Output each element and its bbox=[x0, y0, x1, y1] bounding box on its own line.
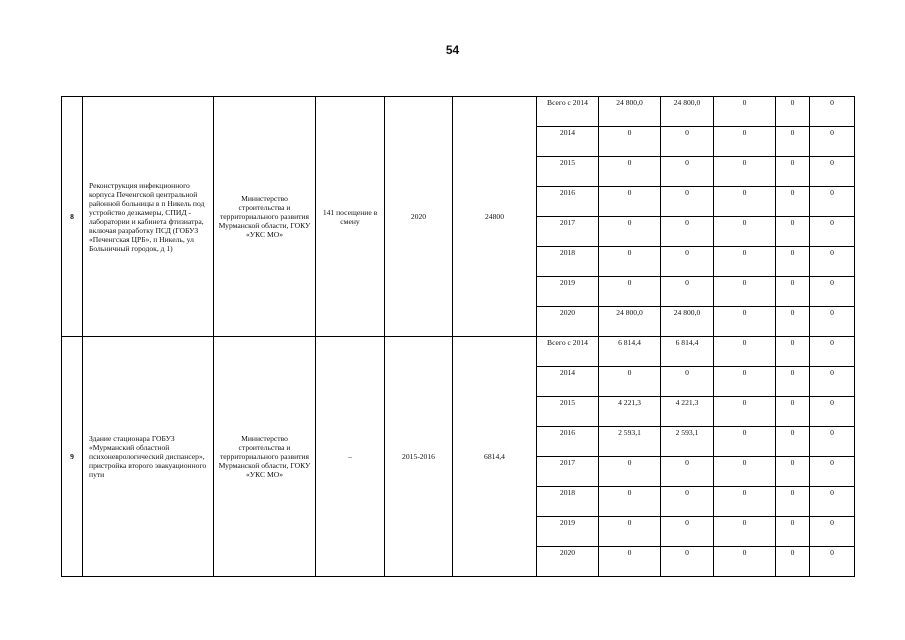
value-cell: 24 800,0 bbox=[661, 307, 714, 337]
value-cell: 24 800,0 bbox=[599, 307, 661, 337]
value-cell: 0 bbox=[714, 307, 776, 337]
year-cell: 2019 bbox=[537, 517, 599, 547]
value-cell: 0 bbox=[776, 427, 810, 457]
period-cell: 2020 bbox=[385, 97, 453, 337]
value-cell: 0 bbox=[714, 217, 776, 247]
value-cell: 0 bbox=[714, 457, 776, 487]
value-cell: 0 bbox=[810, 517, 855, 547]
cost-cell: 24800 bbox=[453, 97, 537, 337]
value-cell: 0 bbox=[599, 487, 661, 517]
value-cell: 0 bbox=[810, 547, 855, 577]
value-cell: 0 bbox=[714, 277, 776, 307]
year-cell: 2017 bbox=[537, 457, 599, 487]
value-cell: 0 bbox=[810, 247, 855, 277]
value-cell: 0 bbox=[714, 187, 776, 217]
value-cell: 0 bbox=[661, 457, 714, 487]
value-cell: 0 bbox=[810, 457, 855, 487]
value-cell: 0 bbox=[776, 487, 810, 517]
value-cell: 0 bbox=[776, 547, 810, 577]
value-cell: 0 bbox=[714, 487, 776, 517]
value-cell: 0 bbox=[776, 397, 810, 427]
value-cell: 0 bbox=[599, 517, 661, 547]
value-cell: 0 bbox=[599, 217, 661, 247]
value-cell: 0 bbox=[714, 337, 776, 367]
value-cell: 0 bbox=[810, 187, 855, 217]
customer-cell: Министерство строительства и территориального развития Мурманской области, ГОКУ «УКС МО» bbox=[214, 97, 316, 337]
year-cell: 2015 bbox=[537, 397, 599, 427]
row-number: 9 bbox=[62, 337, 83, 577]
value-cell: 0 bbox=[714, 427, 776, 457]
value-cell: 0 bbox=[599, 277, 661, 307]
value-cell: 0 bbox=[599, 187, 661, 217]
table-body bbox=[62, 97, 855, 577]
value-cell: 0 bbox=[661, 547, 714, 577]
cost-cell: 6814,4 bbox=[453, 337, 537, 577]
object-name: Реконструкция инфекционного корпуса Печенгской центральной районной больницы в п Никель под устройство дезкамеры, СПИД - лаборатории и кабинета фтизиатра, включая разработку ПСД (ГОБУЗ «Печенгская ЦРБ», п Никель, ул Больничный городок, д 1) bbox=[83, 97, 214, 337]
value-cell: 0 bbox=[776, 127, 810, 157]
value-cell: 0 bbox=[810, 397, 855, 427]
value-cell: 0 bbox=[599, 457, 661, 487]
value-cell: 0 bbox=[776, 457, 810, 487]
year-cell: 2014 bbox=[537, 127, 599, 157]
value-cell: 4 221,3 bbox=[661, 397, 714, 427]
value-cell: 6 814,4 bbox=[661, 337, 714, 367]
value-cell: 0 bbox=[810, 427, 855, 457]
year-cell: 2015 bbox=[537, 157, 599, 187]
value-cell: 0 bbox=[714, 517, 776, 547]
investment-table bbox=[61, 96, 855, 577]
year-cell: 2016 bbox=[537, 187, 599, 217]
value-cell: 0 bbox=[661, 127, 714, 157]
value-cell: 0 bbox=[776, 157, 810, 187]
year-cell: 2018 bbox=[537, 247, 599, 277]
year-cell: 2020 bbox=[537, 547, 599, 577]
value-cell: 0 bbox=[661, 157, 714, 187]
value-cell: 0 bbox=[776, 367, 810, 397]
value-cell: 0 bbox=[776, 307, 810, 337]
year-cell: 2014 bbox=[537, 367, 599, 397]
value-cell: 0 bbox=[661, 367, 714, 397]
value-cell: 0 bbox=[714, 367, 776, 397]
value-cell: 0 bbox=[714, 547, 776, 577]
value-cell: 0 bbox=[810, 277, 855, 307]
value-cell: 0 bbox=[810, 217, 855, 247]
row-number: 8 bbox=[62, 97, 83, 337]
value-cell: 0 bbox=[810, 157, 855, 187]
value-cell: 0 bbox=[776, 97, 810, 127]
value-cell: 0 bbox=[714, 397, 776, 427]
value-cell: 0 bbox=[810, 487, 855, 517]
value-cell: 0 bbox=[661, 517, 714, 547]
value-cell: 2 593,1 bbox=[661, 427, 714, 457]
value-cell: 0 bbox=[810, 367, 855, 397]
value-cell: 0 bbox=[661, 247, 714, 277]
value-cell: 0 bbox=[599, 157, 661, 187]
year-cell: 2019 bbox=[537, 277, 599, 307]
value-cell: 0 bbox=[776, 247, 810, 277]
page-number: 54 bbox=[445, 43, 460, 57]
table-row bbox=[62, 97, 855, 127]
value-cell: 0 bbox=[714, 157, 776, 187]
table-row bbox=[62, 337, 855, 367]
value-cell: 0 bbox=[714, 97, 776, 127]
value-cell: 6 814,4 bbox=[599, 337, 661, 367]
year-cell: Всего с 2014 bbox=[537, 97, 599, 127]
value-cell: 24 800,0 bbox=[599, 97, 661, 127]
capacity-cell: – bbox=[316, 337, 385, 577]
value-cell: 0 bbox=[661, 217, 714, 247]
value-cell: 0 bbox=[776, 517, 810, 547]
value-cell: 0 bbox=[810, 337, 855, 367]
value-cell: 0 bbox=[599, 547, 661, 577]
value-cell: 0 bbox=[776, 187, 810, 217]
value-cell: 0 bbox=[810, 97, 855, 127]
value-cell: 24 800,0 bbox=[661, 97, 714, 127]
object-name: Здание стационара ГОБУЗ «Мурманский областной психоневрологический диспансер», пристройка второго эвакуационного пути bbox=[83, 337, 214, 577]
value-cell: 0 bbox=[714, 247, 776, 277]
value-cell: 0 bbox=[776, 277, 810, 307]
value-cell: 0 bbox=[661, 187, 714, 217]
value-cell: 0 bbox=[599, 127, 661, 157]
customer-cell: Министерство строительства и территориального развития Мурманской области, ГОКУ «УКС МО» bbox=[214, 337, 316, 577]
value-cell: 0 bbox=[599, 367, 661, 397]
period-cell: 2015-2016 bbox=[385, 337, 453, 577]
value-cell: 0 bbox=[661, 487, 714, 517]
value-cell: 0 bbox=[776, 337, 810, 367]
value-cell: 4 221,3 bbox=[599, 397, 661, 427]
value-cell: 0 bbox=[714, 127, 776, 157]
value-cell: 0 bbox=[599, 247, 661, 277]
year-cell: 2018 bbox=[537, 487, 599, 517]
year-cell: 2016 bbox=[537, 427, 599, 457]
year-cell: 2020 bbox=[537, 307, 599, 337]
value-cell: 0 bbox=[661, 277, 714, 307]
capacity-cell: 141 посещение в смену bbox=[316, 97, 385, 337]
value-cell: 0 bbox=[810, 307, 855, 337]
year-cell: 2017 bbox=[537, 217, 599, 247]
value-cell: 0 bbox=[810, 127, 855, 157]
value-cell: 2 593,1 bbox=[599, 427, 661, 457]
value-cell: 0 bbox=[776, 217, 810, 247]
year-cell: Всего с 2014 bbox=[537, 337, 599, 367]
